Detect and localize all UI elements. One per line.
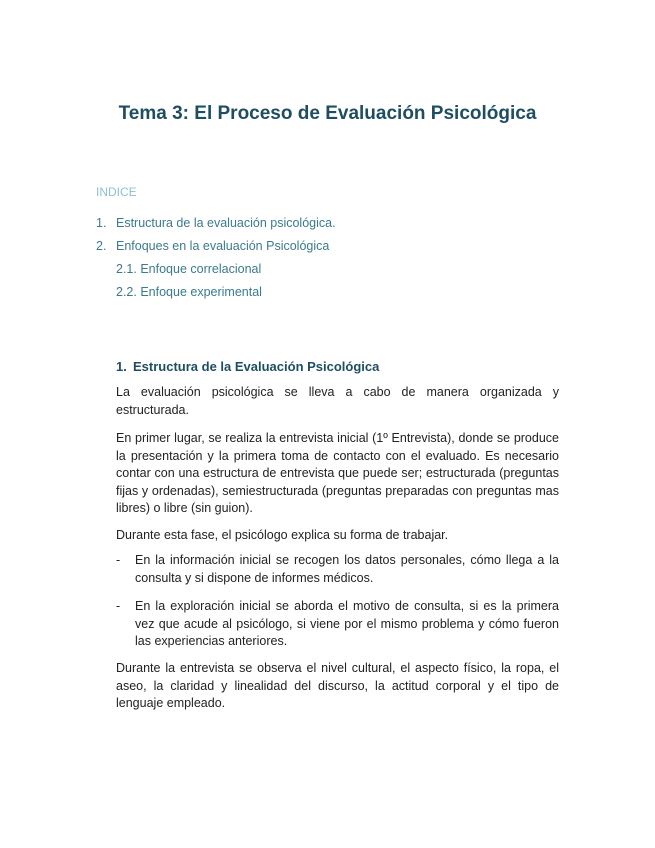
paragraph-4: Durante la entrevista se observa el nivel cultural, el aspecto físico, la ropa, el aseo, la claridad y linealidad del discurso, la actitud corporal y el tipo de lenguaje empleado. [116, 661, 559, 710]
section-heading-text: Estructura de la Evaluación Psicológica [133, 359, 380, 374]
toc-item-label: Enfoque experimental [140, 285, 262, 299]
toc-item-number: 1. [96, 216, 107, 230]
bullet-dash: - [116, 553, 121, 567]
index-label: INDICE [96, 185, 137, 199]
toc-item-number: 2. [96, 239, 107, 253]
paragraph-1: La evaluación psicológica se lleva a cabo de manera organizada y estructurada. [116, 385, 559, 417]
bullet-text: En la información inicial se recogen los datos personales, cómo llega a la consulta y si dispone de informes médicos. [135, 553, 559, 585]
toc-item-label: Estructura de la evaluación psicológica. [116, 216, 336, 230]
toc-item-2-2[interactable] [116, 285, 262, 299]
toc-item-label: Enfoque correlacional [140, 262, 262, 276]
toc-item-number: 2.1. [116, 262, 137, 276]
toc-item-1[interactable] [96, 216, 336, 230]
bullet-item-1 [116, 552, 559, 587]
toc-item-number: 2.2. [116, 285, 137, 299]
toc-item-2[interactable] [96, 239, 329, 253]
bullet-dash: - [116, 599, 121, 613]
section-number: 1. [116, 359, 127, 374]
toc-item-label: Enfoques en la evaluación Psicológica [116, 239, 330, 253]
toc-item-2-1[interactable] [116, 262, 261, 276]
bullet-text: En la exploración inicial se aborda el motivo de consulta, si es la primera vez que acude al psicólogo, si viene por el mismo problema y cómo fueron las experiencias anteriores. [135, 599, 559, 648]
paragraph-2: En primer lugar, se realiza la entrevista inicial (1º Entrevista), donde se produce la presentación y la primera toma de contacto con el evaluado. Es necesario contar con una estructura de entrevista que puede ser; estructurada (preguntas fijas y ordenadas), semiestructurada (preguntas preparadas con preguntas mas libres) o libre (sin guion). [116, 431, 559, 515]
bullet-item-2 [116, 598, 559, 651]
section-heading [116, 359, 379, 374]
document-title: Tema 3: El Proceso de Evaluación Psicológica [118, 103, 537, 124]
paragraph-3: Durante esta fase, el psicólogo explica su forma de trabajar. [116, 528, 449, 542]
